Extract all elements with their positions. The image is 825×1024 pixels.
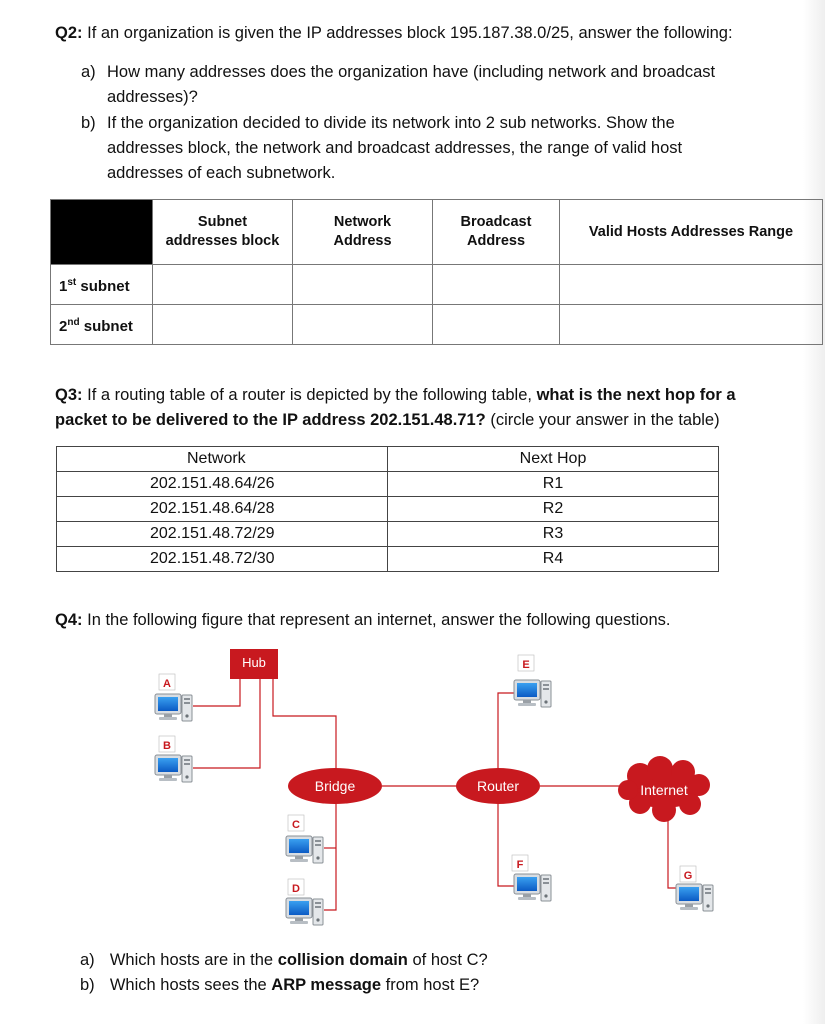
- host-b: [155, 736, 192, 782]
- route-network: 202.151.48.72/30: [57, 547, 388, 572]
- network-links: [193, 678, 676, 910]
- header-network: Network: [57, 447, 388, 472]
- q4-text: In the following figure that represent an internet, answer the following questions.: [87, 611, 671, 629]
- q4-label: Q4:: [55, 611, 83, 629]
- q4-b-text2: from host E?: [385, 976, 480, 994]
- computer-icon: [514, 680, 551, 707]
- host-d: [286, 879, 323, 925]
- host-e-label: E: [522, 659, 530, 671]
- host-f-label: F: [516, 859, 524, 871]
- link-bridge-d: [324, 802, 336, 910]
- q3-bold1: what is the next hop for a: [536, 386, 736, 404]
- computer-icon: [676, 884, 713, 911]
- computer-icon: [286, 898, 323, 925]
- q4-b-text1: Which hosts sees the: [109, 976, 267, 994]
- host-a: [155, 674, 192, 721]
- q2-a-label: a): [81, 63, 96, 81]
- q3-text1: If a routing table of a router is depicted by the following table,: [87, 386, 532, 404]
- link-hub-bridge: [273, 678, 336, 770]
- link-router-f: [498, 802, 514, 886]
- host-c-label: C: [292, 819, 300, 831]
- q4-a-bold: collision domain: [277, 951, 408, 969]
- computer-icon: [286, 836, 323, 863]
- host-e: [514, 655, 551, 707]
- q4-a-text2: of host C?: [412, 951, 488, 969]
- header-valid-hosts-range: Valid Hosts Addresses Range: [560, 200, 823, 265]
- route-network: 202.151.48.72/29: [57, 522, 388, 547]
- host-f: [512, 855, 551, 901]
- q4-a-label: a): [80, 951, 95, 969]
- q4-part-b: [80, 973, 780, 998]
- router-label: Router: [476, 778, 520, 794]
- q3-bold2: packet to be delivered to the IP address 202.151.48.71?: [55, 411, 486, 429]
- q2-b-label: b): [81, 114, 96, 132]
- q4-b-bold: ARP message: [271, 976, 382, 994]
- link-b-hub: [193, 678, 260, 768]
- subnet-row-label: 2nd subnet: [51, 305, 153, 345]
- host-g: [676, 866, 713, 911]
- q2-a-line2: addresses)?: [107, 88, 198, 106]
- q2-label: Q2:: [55, 24, 83, 42]
- q2-text: If an organization is given the IP addresses block 195.187.38.0/25, answer the following:: [87, 24, 733, 42]
- route-next-hop[interactable]: R2: [388, 497, 719, 522]
- subnet-row-label: 1st subnet: [51, 265, 153, 305]
- computer-icon: [514, 874, 551, 901]
- link-a-hub: [193, 678, 240, 706]
- q2-a-line1: How many addresses does the organization have (including network and broadcast: [107, 63, 716, 81]
- header-subnet-block: Subnet addresses block: [153, 200, 293, 265]
- host-b-label: B: [163, 740, 171, 752]
- route-next-hop[interactable]: R3: [388, 522, 719, 547]
- q3-label: Q3:: [55, 386, 83, 404]
- q4-b-label: b): [80, 976, 95, 994]
- internet-label: Internet: [640, 782, 688, 798]
- bridge-label: Bridge: [314, 778, 356, 794]
- q3-text2: (circle your answer in the table): [490, 411, 720, 429]
- route-network: 202.151.48.64/26: [57, 472, 388, 497]
- q2-b-line1: If the organization decided to divide its network into 2 sub networks. Show the: [107, 114, 675, 132]
- host-g-label: G: [683, 870, 693, 882]
- link-e-router: [498, 693, 514, 770]
- computer-icon: [155, 694, 192, 721]
- host-d-label: D: [292, 883, 300, 895]
- host-c: [286, 815, 323, 863]
- route-next-hop[interactable]: R1: [388, 472, 719, 497]
- q4-a-text1: Which hosts are in the: [109, 951, 274, 969]
- route-next-hop[interactable]: R4: [388, 547, 719, 572]
- hub-label: Hub: [242, 655, 266, 670]
- q4-part-a: [80, 948, 780, 973]
- q2-b-line3: addresses of each subnetwork.: [107, 164, 336, 182]
- host-a-label: A: [163, 678, 171, 690]
- header-network-address: Network Address: [293, 200, 433, 265]
- q2-b-line2: addresses block, the network and broadcast addresses, the range of valid host: [107, 139, 683, 157]
- route-network: 202.151.48.64/28: [57, 497, 388, 522]
- link-internet-g: [668, 815, 676, 888]
- computer-icon: [155, 755, 192, 782]
- header-next-hop: Next Hop: [388, 447, 719, 472]
- header-broadcast-address: Broadcast Address: [433, 200, 560, 265]
